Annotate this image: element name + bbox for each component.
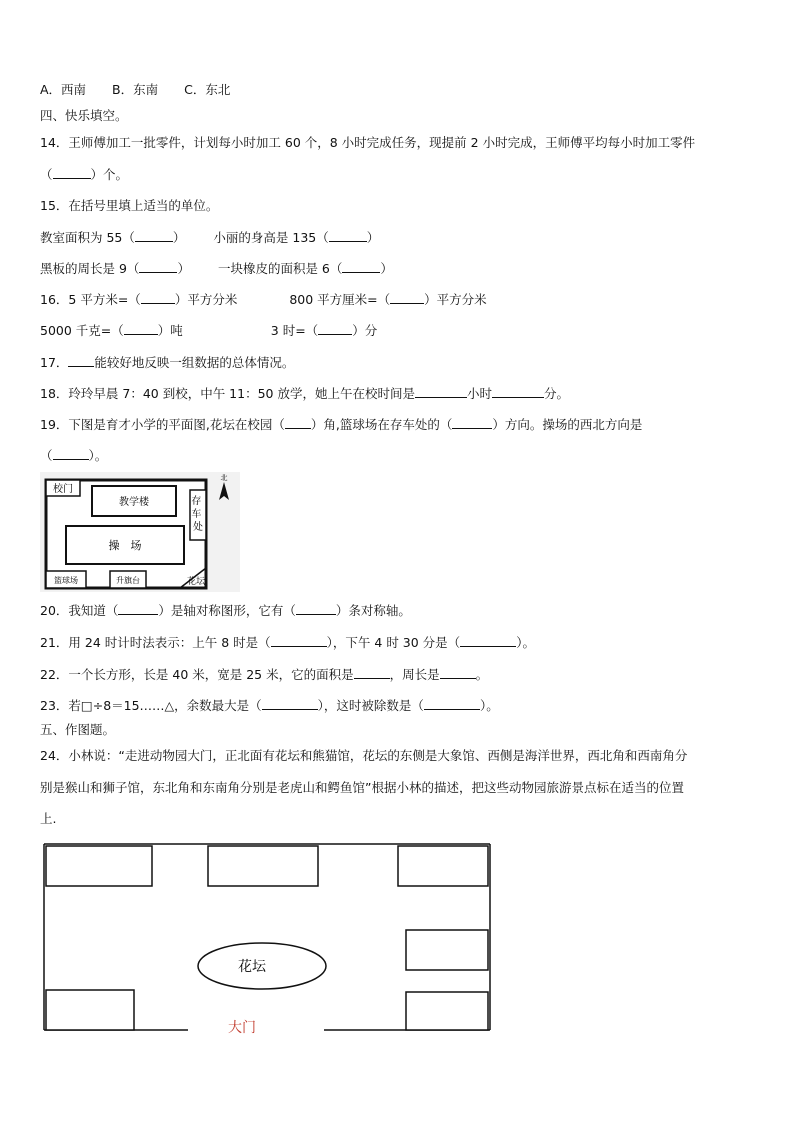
section-4-title: 四、快乐填空。 [40,108,128,123]
q23: 23．若□÷8＝15……△，余数最大是（ ），这时被除数是（ ）。 [40,698,499,713]
box-southeast[interactable] [406,992,488,1030]
box-southwest[interactable] [46,990,134,1030]
answer-blank[interactable] [53,447,89,460]
q22: 22．一个长方形，长是 40 米，宽是 25 米，它的面积是 ，周长是 。 [40,667,489,682]
box-north[interactable] [208,846,318,886]
answer-blank[interactable] [342,260,380,273]
north-label: 北 [220,474,228,482]
answer-blank[interactable] [141,291,175,304]
q15-row1: 教室面积为 55（ ） 小丽的身高是 135（ ） [40,230,380,245]
answer-blank[interactable] [296,602,336,615]
q15-title: 15．在括号里填上适当的单位。 [40,198,219,213]
answer-blank[interactable] [285,416,311,429]
answer-blank[interactable] [124,322,158,335]
bike-parking-label [191,494,204,533]
zoo-gate-label: 大门 [228,1020,256,1036]
option-c: C．东北 [184,82,231,97]
q14-line2: （ ）个。 [40,167,129,182]
q16-row2: 5000 千克=（ ）吨 3 时=（ ）分 [40,323,378,338]
bike-parking-char-1: 存 [191,496,202,507]
answer-blank[interactable] [118,602,158,615]
q14-line1: 14．王师傅加工一批零件，计划每小时加工 60 个，8 小时完成任务，现提前 2 小时完成，王师傅平均每小时加工零件 [40,135,696,150]
q19-line1: 19．下图是育才小学的平面图,花坛在校园（ ）角,篮球场在存车处的（ ）方向。操场的西北方向是 [40,417,643,432]
basketball-court-label: 篮球场 [54,576,78,585]
box-northwest[interactable] [46,846,152,886]
answer-blank[interactable] [415,385,467,398]
answer-blank[interactable] [424,697,480,710]
q13-options [40,82,230,98]
q19-line2: （ ）。 [40,448,108,463]
flower-bed-label: 花坛 [186,577,206,587]
q18: 18．玲玲早晨 7：40 到校，中午 11：50 放学，她上午在校时间是 小时 分。 [40,386,570,401]
answer-blank[interactable] [139,260,177,273]
q21: 21．用 24 时计时法表示：上午 8 时是（ ），下午 4 时 30 分是（ ）。 [40,635,535,650]
answer-blank[interactable] [68,354,94,367]
answer-blank[interactable] [440,666,476,679]
flag-platform-label: 升旗台 [116,576,140,585]
answer-blank[interactable] [390,291,424,304]
teaching-building-label: 教学楼 [119,497,149,508]
bike-parking-char-3: 处 [193,522,203,533]
q24-line1: 24．小林说：“走进动物园大门，正北面有花坛和熊猫馆，花坛的东侧是大象馆、西侧是海洋世界，西北角和西南角分 [40,748,688,763]
answer-blank[interactable] [318,322,352,335]
section-5-title: 五、作图题。 [40,722,116,737]
zoo-map-figure [40,840,500,1040]
q24-line3: 上. [40,811,57,826]
gate-label: 校门 [53,484,73,495]
q15-row2: 黑板的周长是 9（ ） 一块橡皮的面积是 6（ ） [40,261,393,276]
zoo-flower-bed-label: 花坛 [238,959,266,975]
option-b: B．东南 [112,82,159,97]
q24-line2: 别是猴山和狮子馆，东北角和东南角分别是老虎山和鳄鱼馆”根据小林的描述，把这些动物园旅游景点标在适当的位置 [40,780,684,795]
answer-blank[interactable] [53,166,91,179]
q20: 20．我知道（ ）是轴对称图形，它有（ ）条对称轴。 [40,603,411,618]
option-a: A．西南 [40,82,87,97]
box-east[interactable] [406,930,488,970]
q17: 17． 能较好地反映一组数据的总体情况。 [40,355,295,370]
q16-row1: 16．5 平方米=（ ）平方分米 800 平方厘米=（ ）平方分米 [40,292,487,307]
answer-blank[interactable] [460,634,516,647]
playground-label: 操 场 [108,539,142,552]
answer-blank[interactable] [354,666,390,679]
answer-blank[interactable] [135,229,173,242]
answer-blank[interactable] [262,697,318,710]
answer-blank[interactable] [271,634,327,647]
answer-blank[interactable] [452,416,492,429]
school-plan-figure [40,472,240,592]
answer-blank[interactable] [329,229,367,242]
bike-parking-char-2: 车 [191,509,202,520]
answer-blank[interactable] [492,385,544,398]
box-northeast[interactable] [398,846,488,886]
